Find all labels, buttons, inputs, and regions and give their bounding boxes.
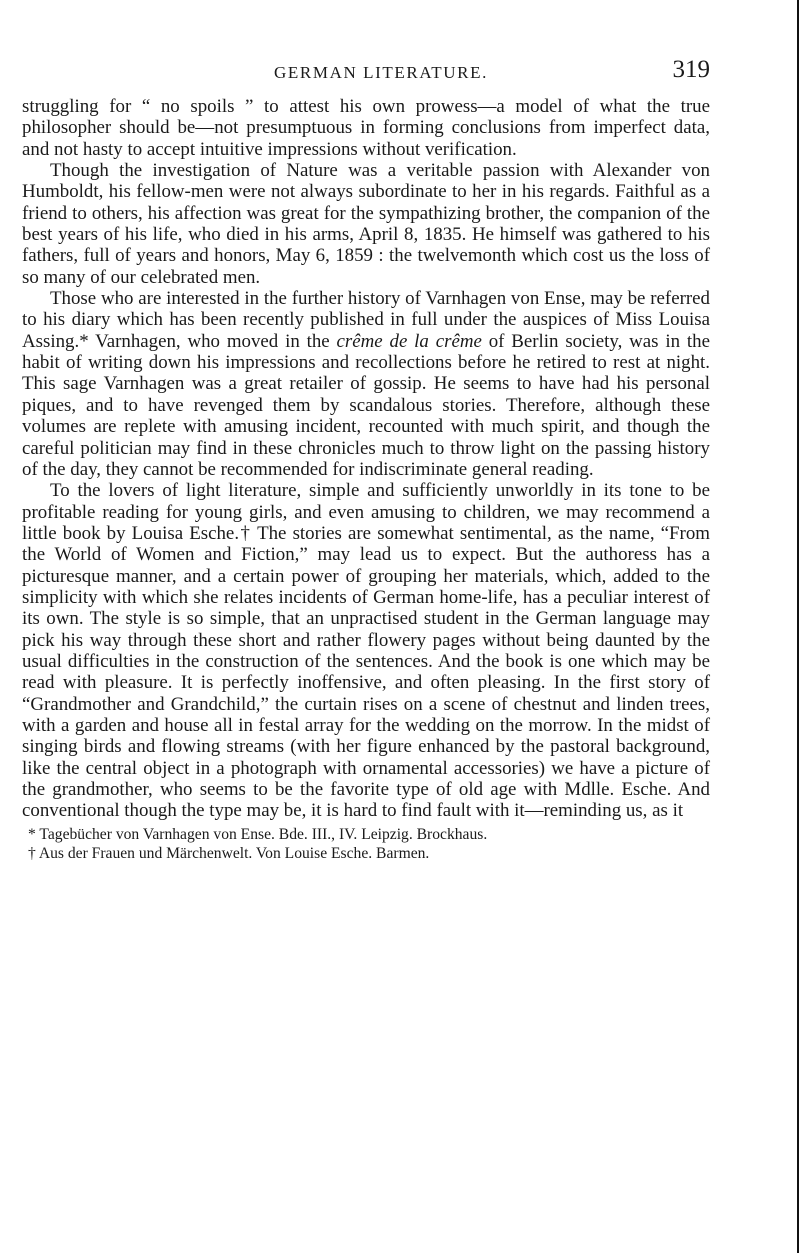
paragraph-humboldt: Though the investigation of Nature was a veritable passion with Alexander von Humboldt, his fellow-men were not always subordinate to her in his regards. Faithful as a friend to others, his affection was great for the sympathizing brother, the companion of the best years of his life, who died in his arms, April 8, 1835. He himself was gathered to his fathers, full of years and honors, May 6, 1859 : the twelvemonth which cost us the loss of so many of our celebrated men. xyxy=(22,160,710,288)
italic-phrase: crême de la crême xyxy=(336,330,482,352)
paragraph-varnhagen xyxy=(22,288,710,480)
paragraph-varnhagen-part1: Those who are interested in the further history of Varnhagen von Ense, may be referred to his diary which has been recently published in full under the auspices of Miss Louisa Assing.* Varnhagen, who moved in the xyxy=(22,288,710,352)
footnotes xyxy=(22,825,710,863)
footnote-varnhagen: * Tagebücher von Varnhagen von Ense. Bde. III., IV. Leipzig. Brockhaus. xyxy=(28,825,488,843)
footnote-esche: † Aus der Frauen und Märchenwelt. Von Louise Esche. Barmen. xyxy=(28,844,430,862)
page-header xyxy=(22,56,710,96)
page-number: 319 xyxy=(672,56,710,83)
paragraph-esche: To the lovers of light literature, simple and sufficiently unworldly in its tone to be profitable reading for young girls, and even amusing to children, we may recommend a little book by Louisa Esche.† The stories are somewhat sentimental, as the name, “From the World of Women and Fiction,” may lead us to expect. But the authoress has a picturesque manner, and a certain power of grouping her materials, which, added to the simplicity with which she relates incidents of German home-life, has a peculiar interest of its own. The style is so simple, that an unpractised student in the German language may pick his way through these short and rather flowery pages without being daunted by the usual difficulties in the construction of the sentences. And the book is one which may be read with pleasure. It is perfectly inoffensive, and often pleasing. In the first story of “Grandmother and Grandchild,” the curtain rises on a scene of chestnut and linden trees, with a garden and house all in festal array for the wedding on the morrow. In the midst of singing birds and flowing streams (with her figure enhanced by the pastoral background, like the central object in a photograph with ornamental accessories) we have a picture of the grandmother, who seems to be the favorite type of old age with Mdlle. Esche. And conventional though the type may be, it is hard to find fault with it—reminding us, as it xyxy=(22,480,710,822)
running-title: GERMAN LITERATURE. xyxy=(274,63,488,82)
book-page xyxy=(22,56,710,863)
paragraph-continued: struggling for “ no spoils ” to attest his own prowess—a model of what the true philosopher should be—not presumptuous in forming conclusions from imperfect data, and not hasty to accept intuitive impressions without verification. xyxy=(22,96,710,160)
paragraph-varnhagen-part2: of Berlin society, was in the habit of writing down his impressions and recollections before he retired to rest at night. This sage Varnhagen was a great retailer of gossip. He seems to have had his personal piques, and to have revenged them by scandalous stories. Therefore, although these volumes are replete with amusing incident, recounted with much spirit, and though the careful politician may find in these chronicles much to throw light on the passing history of the day, they cannot be recommended for indiscriminate general reading. xyxy=(22,330,710,480)
body-text xyxy=(22,96,710,822)
page-edge-line xyxy=(797,0,799,1253)
